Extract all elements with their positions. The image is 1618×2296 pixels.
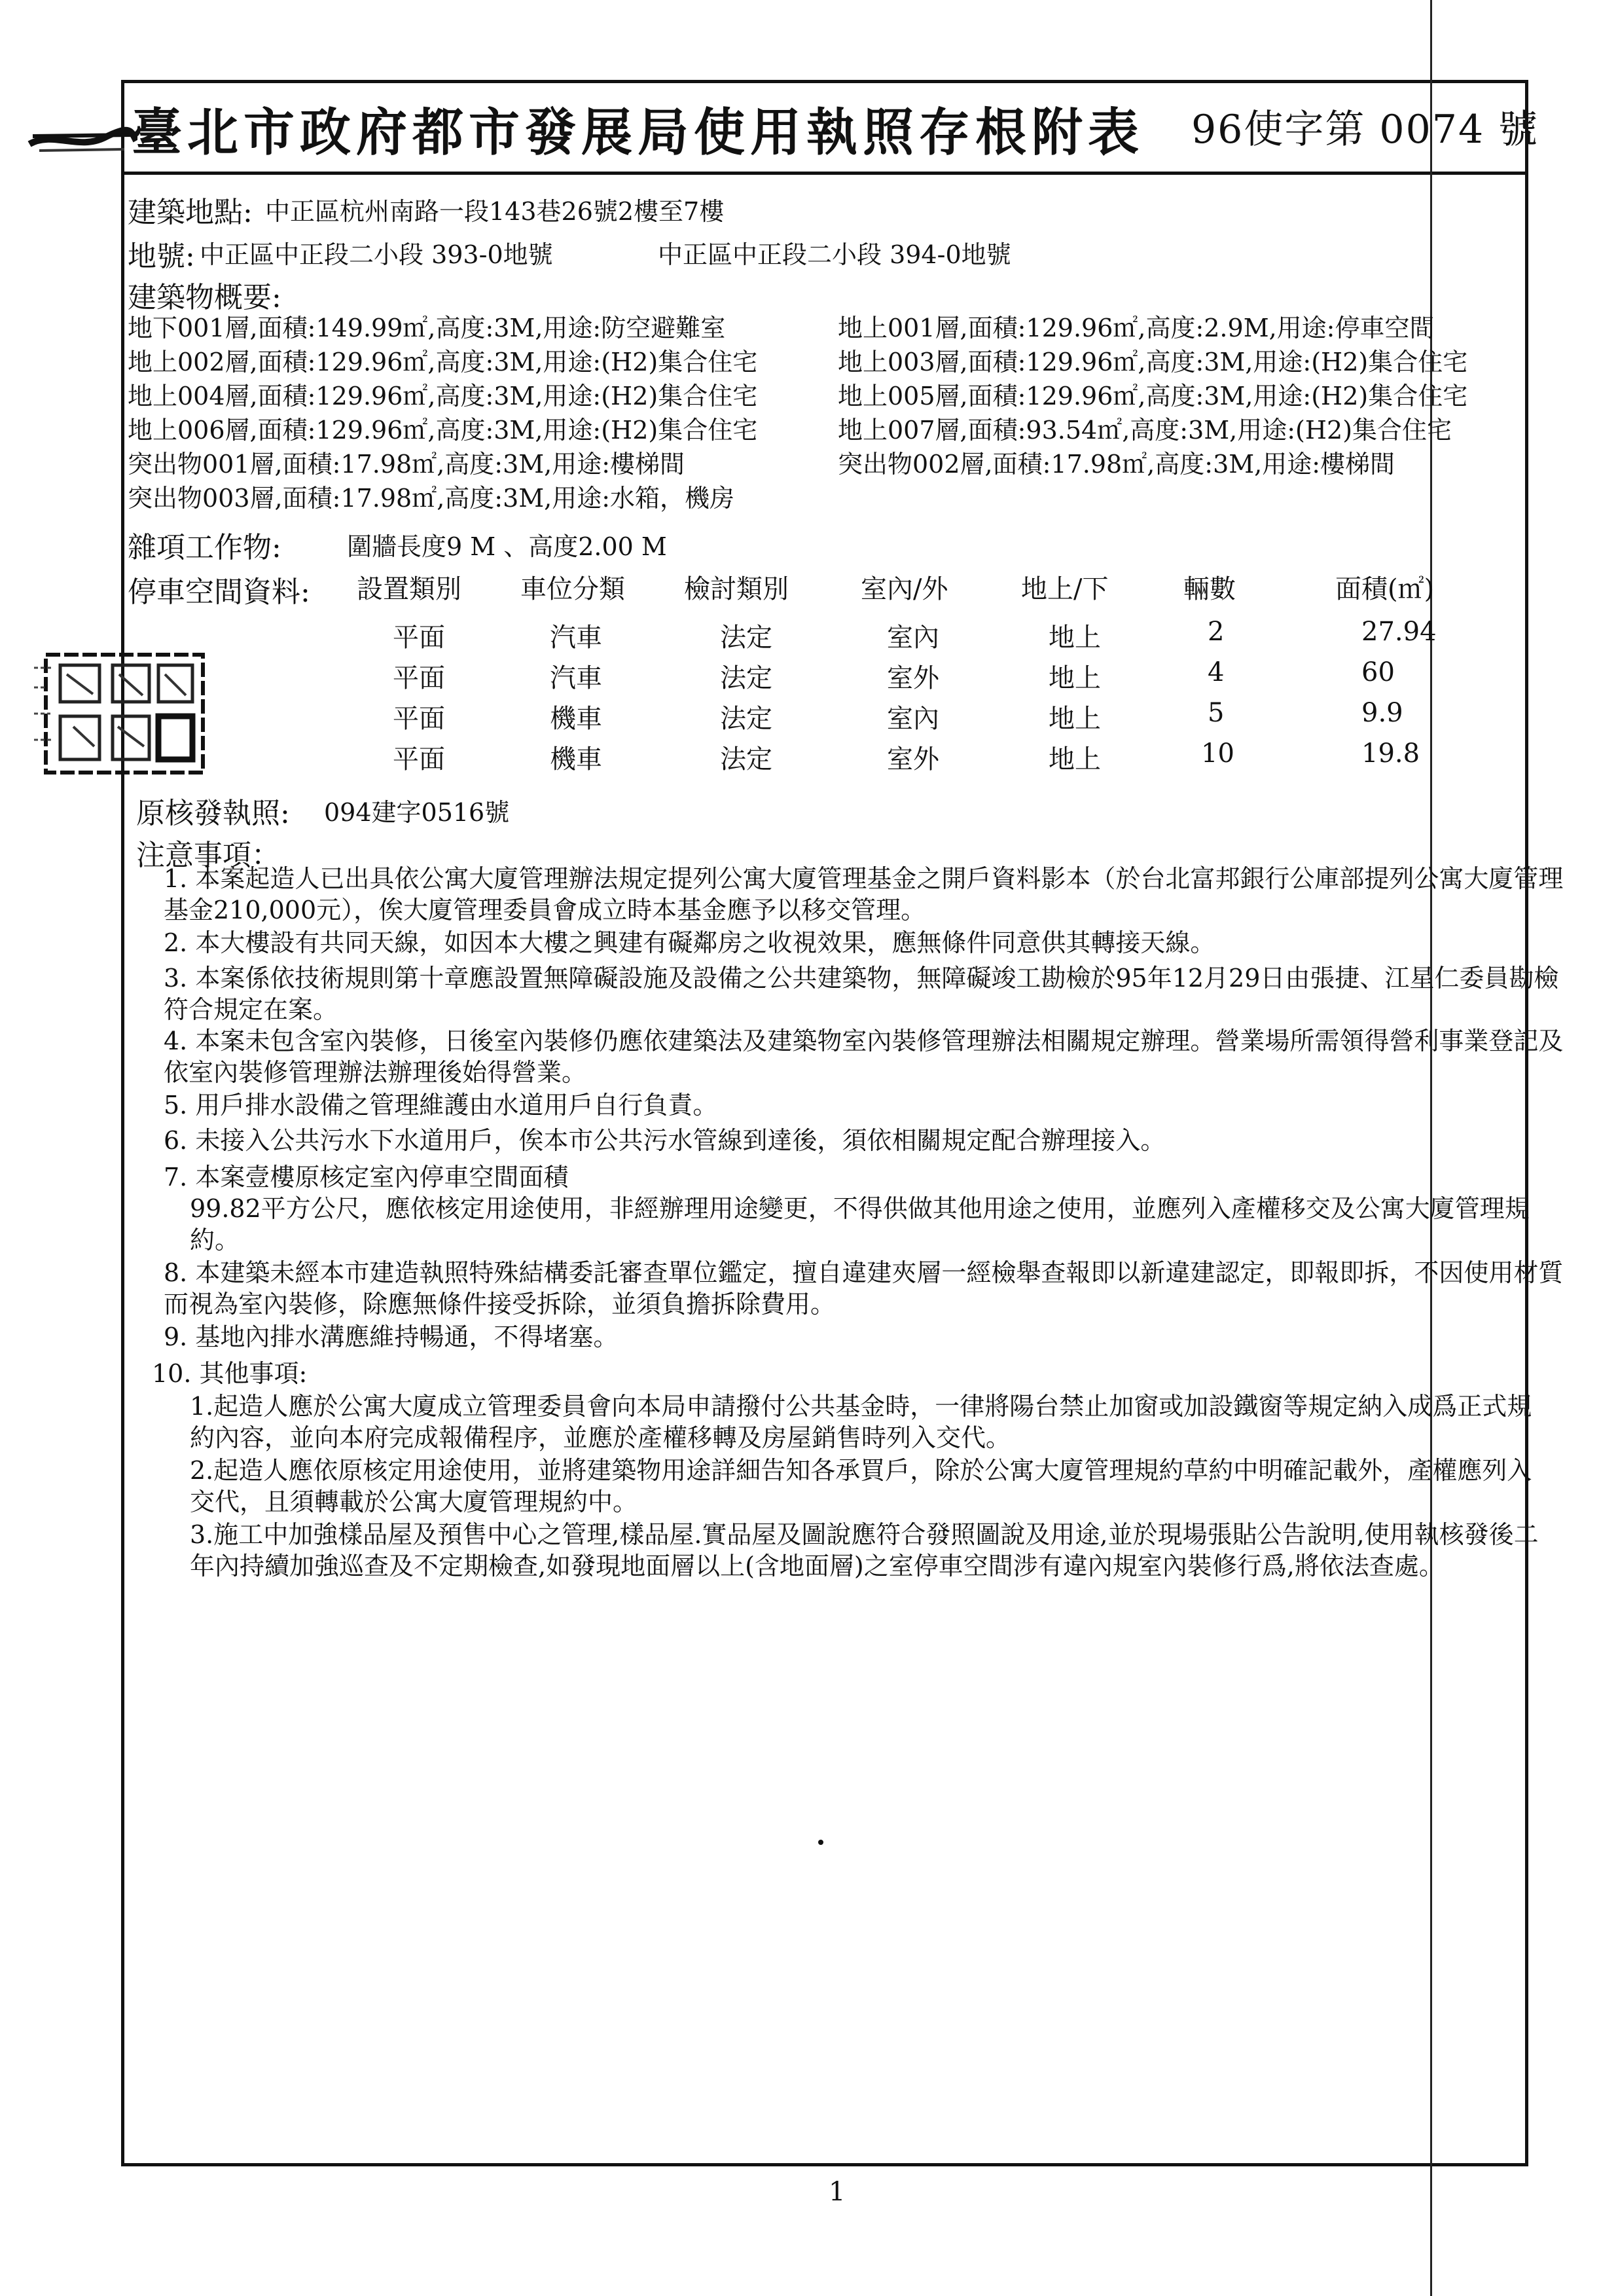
lot-label: 地號: (128, 240, 195, 273)
misc-value: 圍牆長度9 M 、高度2.00 M (347, 532, 667, 561)
parking-header-level: 地上/下 (1021, 574, 1109, 604)
parking-header-vehicle: 車位分類 (520, 574, 625, 604)
parking-cell: 室外 (887, 744, 939, 774)
parking-header-indoor: 室內/外 (861, 574, 948, 604)
permit-number: 96使字第 0074 號 (1191, 107, 1539, 153)
parking-header-area: 面積(㎡) (1335, 574, 1435, 604)
floor-4: 地上004層,面積:129.96㎡,高度:3M,用途:(H2)集合住宅 (128, 382, 758, 410)
parking-cell: 機車 (550, 704, 602, 734)
parking-cell: 60 (1361, 657, 1395, 687)
parking-cell: 法定 (720, 663, 772, 693)
parking-cell: 地上 (1049, 704, 1101, 734)
floor-r1: 突出物001層,面積:17.98㎡,高度:3M,用途:樓梯間 (128, 450, 685, 479)
parking-cell: 室外 (887, 663, 939, 693)
page-number: 1 (829, 2177, 846, 2207)
floor-7: 地上007層,面積:93.54㎡,高度:3M,用途:(H2)集合住宅 (838, 416, 1452, 445)
parking-cell: 平面 (393, 623, 445, 653)
margin-scribble (26, 118, 137, 156)
parking-cell: 法定 (720, 744, 772, 774)
note-item-9: 9. 基地內排水溝應維持暢通，不得堵塞。 (164, 1322, 619, 1351)
misc-label: 雜項工作物: (128, 531, 281, 564)
scan-speck (818, 1840, 823, 1845)
note-item-1: 1. 本案起造人已出具依公寓大廈管理辦法規定提列公寓大廈管理基金之開戶資料影本（於台北富邦銀行公庫部提列公寓大廈管理基金210,000元），俟大廈管理委員會成立時本基金應予以移交管理。 (164, 864, 1564, 924)
page-title: 臺北市政府都市發展局使用執照存根附表 (131, 103, 1145, 162)
parking-cell: 汽車 (550, 623, 602, 653)
parking-label: 停車空間資料: (128, 575, 310, 609)
original-permit-value: 094建字0516號 (324, 798, 510, 827)
parking-cell: 平面 (393, 704, 445, 734)
lot-value-2: 中正區中正段二小段 394-0地號 (658, 240, 1011, 269)
parking-cell: 27.94 (1361, 617, 1437, 647)
parking-cell: 2 (1208, 617, 1225, 647)
note-item-7-detail: 99.82平方公尺，應依核定用途使用，非經辦理用途變更，不得供做其他用途之使用，並應列入產權移交及公寓大廈管理規約。 (190, 1194, 1530, 1254)
parking-header-review: 檢討類別 (684, 574, 789, 604)
parking-cell: 室內 (887, 623, 939, 653)
parking-cell: 5 (1208, 698, 1225, 728)
note-item-8: 8. 本建築未經本市建造執照特殊結構委託審查單位鑑定，擅自違建夾層一經檢舉查報即以新違建認定，即報即拆，不因使用材質而視為室內裝修，除應無條件接受拆除，並須負擔拆除費用。 (164, 1258, 1564, 1319)
parking-cell: 平面 (393, 744, 445, 774)
parking-cell: 汽車 (550, 663, 602, 693)
other-item-3: 3.施工中加強樣品屋及預售中心之管理,樣品屋.實品屋及圖說應符合發照圖說及用途,並於現場張貼公告說明,使用執核發後二年內持續加強巡查及不定期檢查,如發現地面層以上(含地面層)之室停車空間涉有違內規室內裝修行爲,將依法查處。 (190, 1520, 1539, 1580)
other-item-2: 2.起造人應依原核定用途使用，並將建築物用途詳細告知各承買戶，除於公寓大廈管理規約草約中明確記載外，產權應列入交代，且須轉載於公寓大廈管理規約中。 (190, 1456, 1532, 1516)
parking-cell: 法定 (720, 704, 772, 734)
parking-cell: 地上 (1049, 623, 1101, 653)
parking-cell: 地上 (1049, 744, 1101, 774)
parking-cell: 9.9 (1361, 698, 1403, 728)
parking-header-type: 設置類別 (357, 574, 461, 604)
note-item-5: 5. 用戶排水設備之管理維護由水道用戶自行負責。 (164, 1091, 718, 1120)
summary-label: 建築物概要: (128, 281, 281, 314)
note-item-6: 6. 未接入公共污水下水道用戶，俟本市公共污水管線到達後，須依相關規定配合辦理接入。 (164, 1126, 1166, 1155)
note-item-3: 3. 本案係依技術規則第十章應設置無障礙設施及設備之公共建築物，無障礙竣工勘檢於95年12月29日由張捷、江星仁委員勘檢符合規定在案。 (164, 964, 1559, 1024)
note-item-10: 10. 其他事項: (152, 1359, 308, 1388)
location-label: 建築地點: (128, 196, 253, 229)
floor-b1: 地下001層,面積:149.99㎡,高度:3M,用途:防空避難室 (128, 314, 726, 342)
note-item-2: 2. 本大樓設有共同天線，如因本大樓之興建有礙鄰房之收視效果，應無條件同意供其轉接天線。 (164, 928, 1215, 957)
parking-cell: 地上 (1049, 663, 1101, 693)
notes-label: 注意事項： (136, 839, 280, 872)
title-separator (121, 172, 1528, 175)
parking-cell: 法定 (720, 623, 772, 653)
floor-5: 地上005層,面積:129.96㎡,高度:3M,用途:(H2)集合住宅 (838, 382, 1468, 410)
other-item-1: 1.起造人應於公寓大廈成立管理委員會向本局申請撥付公共基金時，一律將陽台禁止加窗或加設鐵窗等規定納入成爲正式規約內容，並向本府完成報備程序，並應於產權移轉及房屋銷售時列入交代。 (190, 1392, 1532, 1452)
floor-2: 地上002層,面積:129.96㎡,高度:3M,用途:(H2)集合住宅 (128, 348, 758, 376)
lot-value-1: 中正區中正段二小段 393-0地號 (200, 240, 553, 269)
parking-cell: 19.8 (1361, 738, 1420, 769)
parking-cell: 室內 (887, 704, 939, 734)
original-permit-label: 原核發執照: (136, 797, 290, 830)
parking-cell: 4 (1208, 657, 1225, 687)
floor-r2: 突出物002層,面積:17.98㎡,高度:3M,用途:樓梯間 (838, 450, 1395, 479)
location-value: 中正區杭州南路一段143巷26號2樓至7樓 (265, 197, 725, 226)
parking-cell: 機車 (550, 744, 602, 774)
parking-cell: 10 (1201, 738, 1234, 769)
official-seal-stamp (34, 648, 211, 779)
parking-cell: 平面 (393, 663, 445, 693)
note-item-4: 4. 本案未包含室內裝修，日後室內裝修仍應依建築法及建築物室內裝修管理辦法相關規定辦理。營業場所需領得營利事業登記及依室內裝修管理辦法辦理後始得營業。 (164, 1027, 1564, 1087)
note-item-7: 7. 本案壹樓原核定室內停車空間面積 (164, 1163, 569, 1192)
floor-6: 地上006層,面積:129.96㎡,高度:3M,用途:(H2)集合住宅 (128, 416, 758, 445)
floor-1: 地上001層,面積:129.96㎡,高度:2.9M,用途:停車空間 (838, 314, 1435, 342)
floor-3: 地上003層,面積:129.96㎡,高度:3M,用途:(H2)集合住宅 (838, 348, 1468, 376)
floor-r3: 突出物003層,面積:17.98㎡,高度:3M,用途:水箱，機房 (128, 484, 735, 513)
parking-header-count: 輛數 (1183, 574, 1236, 604)
